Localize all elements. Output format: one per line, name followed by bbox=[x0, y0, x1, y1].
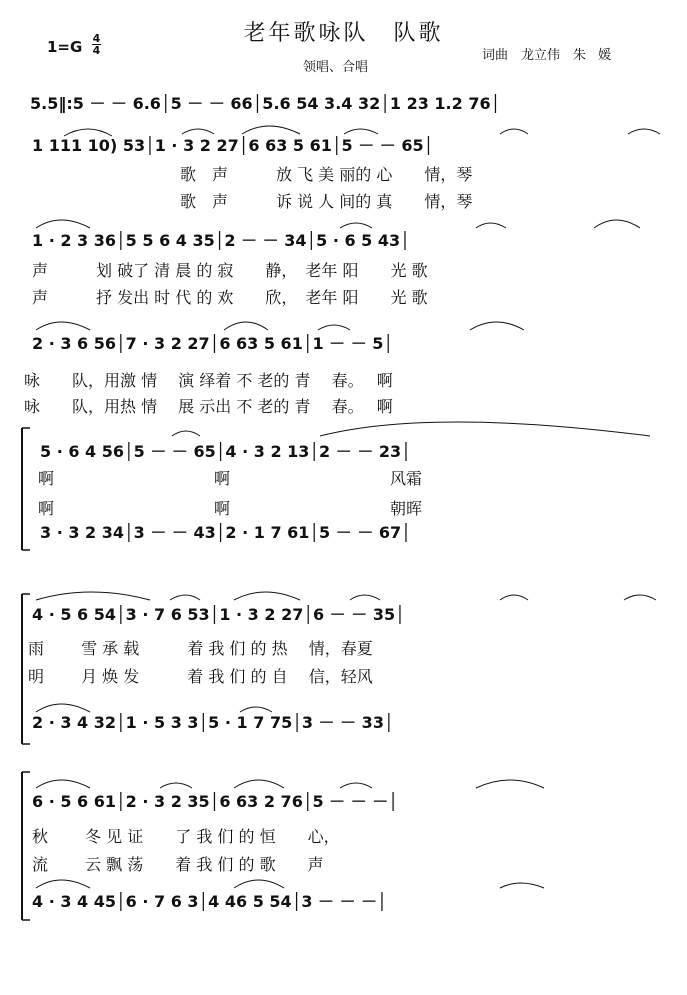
slur bbox=[36, 780, 90, 788]
meter-top: 4 bbox=[92, 32, 101, 45]
lyric-line: 啊 啊 风霜 bbox=[38, 469, 423, 488]
lyric-line: 啊 啊 朝晖 bbox=[38, 499, 423, 518]
slur bbox=[36, 592, 150, 600]
part-bracket bbox=[22, 428, 30, 550]
note-line: 4 · 5 6 54│3 · 7 6 53│1 · 3 2 27│6 － － 35│ bbox=[32, 605, 405, 624]
lyric-line: 明 月 焕 发 着 我 们 的 自 信，轻风 bbox=[28, 667, 373, 686]
slur bbox=[234, 880, 284, 888]
slur bbox=[340, 783, 372, 788]
note-line: 1 · 2 3 36│5 5 6 4 35│2 － － 34│5 · 6 5 43│ bbox=[32, 231, 410, 250]
note-line: 1 111 10) 53│1 · 3 2 27│6 63 5 61│5 － － 65│ bbox=[32, 136, 434, 155]
slur bbox=[500, 595, 528, 600]
slur bbox=[172, 431, 200, 436]
lyric-line: 秋 冬 见 证 了 我 们 的 恒 心， bbox=[32, 827, 340, 846]
part-bracket bbox=[22, 594, 30, 744]
slur bbox=[160, 783, 192, 788]
slur bbox=[170, 595, 200, 600]
slur bbox=[242, 126, 300, 134]
slur bbox=[470, 322, 524, 330]
part-bracket bbox=[22, 772, 30, 920]
song-title: 老年歌咏队 队歌 bbox=[243, 21, 444, 46]
slur bbox=[320, 422, 650, 436]
slur bbox=[36, 704, 90, 712]
slur bbox=[500, 129, 528, 134]
slur bbox=[340, 223, 372, 228]
lyric-line: 声 划 破了 清 晨 的 寂 静， 老年 阳 光 歌 bbox=[32, 261, 428, 280]
note-line: 2 · 3 6 56│7 · 3 2 27│6 63 5 61│1 － － 5│ bbox=[32, 334, 394, 353]
lyric-line: 歌 声 放 飞 美 丽的 心 情，琴 bbox=[180, 165, 473, 184]
note-line: 5 · 6 4 56│5 － － 65│4 · 3 2 13│2 － － 23│ bbox=[40, 442, 411, 461]
slur bbox=[318, 325, 350, 330]
slur bbox=[476, 223, 506, 228]
key-signature: 1=G bbox=[47, 38, 83, 56]
lyric-line: 流 云 飘 荡 着 我 们 的 歌 声 bbox=[32, 855, 324, 874]
slur bbox=[64, 129, 112, 136]
note-line: 4 · 3 4 45│6 · 7 6 3│4 46 5 54│3 － － －│ bbox=[32, 892, 387, 911]
lyric-line: 雨 雪 承 载 着 我 们 的 热 情，春夏 bbox=[28, 639, 373, 658]
lyric-line: 声 抒 发出 时 代 的 欢 欣， 老年 阳 光 歌 bbox=[32, 288, 428, 307]
slur bbox=[234, 780, 284, 788]
slur bbox=[350, 595, 380, 600]
slur bbox=[36, 220, 90, 228]
slur bbox=[628, 129, 660, 134]
performance-note: 领唱、合唱 bbox=[303, 60, 369, 75]
slur bbox=[344, 129, 378, 134]
slur bbox=[36, 322, 90, 330]
slur bbox=[594, 220, 640, 228]
slur bbox=[224, 322, 268, 330]
lyric-line: 歌 声 诉 说 人 间的 真 情，琴 bbox=[180, 192, 473, 211]
note-line: 5.5‖:5 － － 6.6│5 － － 66│5.6 54 3.4 32│1 23 1.2 76│ bbox=[30, 94, 501, 113]
meter-bottom: 4 bbox=[92, 44, 101, 57]
note-line: 3 · 3 2 34│3 － － 43│2 · 1 7 61│5 － － 67│ bbox=[40, 523, 411, 542]
slur bbox=[234, 592, 300, 600]
note-line: 2 · 3 4 32│1 · 5 3 3│5 · 1 7 75│3 － － 33│ bbox=[32, 713, 394, 732]
note-line: 6 · 5 6 61│2 · 3 2 35│6 63 2 76│5 － － －│ bbox=[32, 792, 398, 811]
slur bbox=[500, 883, 544, 888]
credits: 词曲 龙立伟 朱 媛 bbox=[482, 48, 612, 63]
lyric-line: 咏 队，用热 情 展 示出 不 老的 青 春。 啊 bbox=[24, 397, 393, 416]
slur bbox=[476, 780, 544, 788]
slur bbox=[36, 880, 90, 888]
slur bbox=[182, 129, 214, 134]
lyric-line: 咏 队，用激 情 演 绎着 不 老的 青 春。 啊 bbox=[24, 371, 393, 390]
slur bbox=[624, 595, 656, 600]
slur bbox=[240, 707, 272, 712]
